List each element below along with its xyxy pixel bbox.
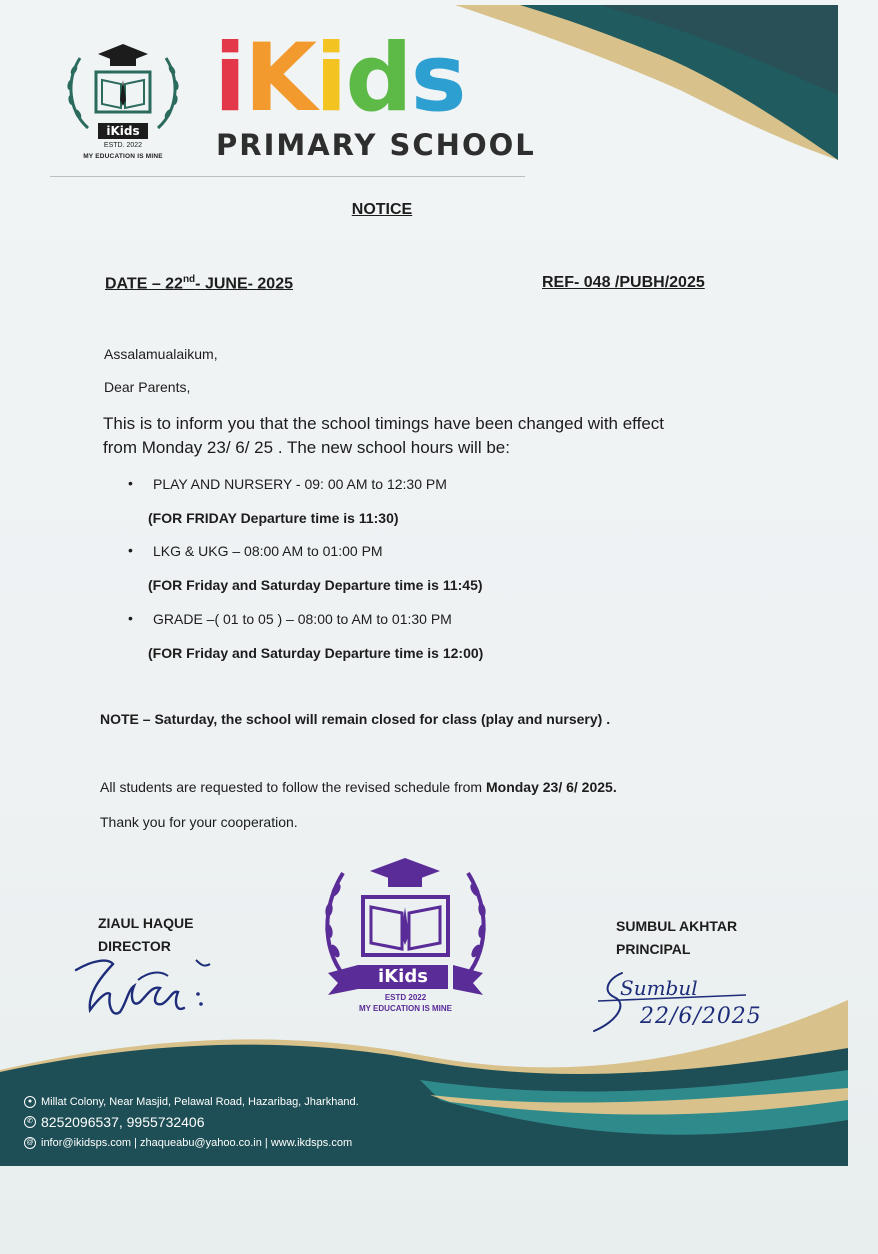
principal-name: SUMBUL AKHTAR: [616, 918, 738, 934]
school-emblem-logo: [58, 40, 188, 175]
schedule-item-text: GRADE –( 01 to 05 ) – 08:00 to AM to 01:30 PM: [153, 611, 452, 627]
notice-title: NOTICE: [351, 201, 413, 218]
director-title: DIRECTOR: [98, 938, 171, 954]
schedule-item-text: LKG & UKG – 08:00 AM to 01:00 PM: [153, 543, 383, 559]
stamp-estd-text: ESTD 2022: [384, 993, 427, 1002]
greeting: Assalamualaikum,: [104, 346, 218, 362]
footer-address-text: Millat Colony, Near Masjid, Pelawal Road, Hazaribag, Jharkhand.: [41, 1096, 359, 1108]
schedule-item-note: (FOR Friday and Saturday Departure time is 11:45): [148, 577, 483, 593]
emblem-estd-text: ESTD. 2022: [103, 142, 143, 149]
footer-emails: [24, 1137, 352, 1149]
salutation: Dear Parents,: [104, 379, 191, 395]
header-divider: [50, 176, 525, 177]
emblem-ribbon-text: iKids: [98, 123, 148, 139]
schedule-item-text: PLAY AND NURSERY - 09: 00 AM to 12:30 PM: [153, 476, 447, 492]
footer-emails-text: infor@ikidsps.com | zhaqueabu@yahoo.co.in | www.ikdsps.com: [41, 1137, 353, 1149]
principal-sign-date: 22/6/2025: [640, 1004, 762, 1029]
brand-wordmark: [214, 24, 534, 134]
intro-line-1: This is to inform you that the school timings have been changed with effect: [103, 414, 664, 433]
schedule-item-note: (FOR Friday and Saturday Departure time is 12:00): [148, 645, 484, 661]
closing-line: [100, 779, 617, 795]
closing-date: Monday 23/ 6/ 2025.: [485, 779, 617, 795]
footer-phones: [24, 1114, 205, 1130]
director-handwritten-signature: [68, 950, 218, 1030]
emblem-motto-text: MY EDUCATION IS MINE: [83, 153, 163, 160]
school-stamp: [318, 855, 493, 1030]
principal-signature-text: Sumbul: [620, 976, 698, 1000]
notice-date: [105, 274, 293, 293]
brand-letter-4: d: [345, 24, 411, 133]
schedule-item-note: (FOR FRIDAY Departure time is 11:30): [148, 510, 399, 526]
location-pin-icon: ●: [24, 1096, 36, 1108]
principal-title: PRINCIPAL: [616, 941, 691, 957]
footer-phones-text: 8252096537, 9955732406: [41, 1114, 205, 1130]
date-ordinal: nd: [182, 274, 196, 285]
brand-letter-1: i: [214, 24, 245, 133]
principal-signature-block: [616, 915, 737, 961]
brand-letter-5: s: [410, 24, 465, 133]
school-name: PRIMARY SCHOOL: [216, 128, 536, 162]
stamp-ribbon-text: iKids: [358, 965, 448, 989]
notice-reference: REF- 048 /PUBH/2025: [542, 274, 705, 291]
schedule-item: [130, 543, 383, 559]
date-prefix: DATE – 22: [105, 275, 183, 293]
closing-prefix: All students are requested to follow the revised schedule from: [100, 779, 486, 795]
email-icon: @: [24, 1137, 36, 1149]
brand-letter-3: i: [315, 24, 346, 133]
schedule-item: [130, 611, 452, 627]
phone-icon: ✆: [24, 1116, 36, 1128]
footer-address: [24, 1096, 359, 1108]
saturday-note: NOTE – Saturday, the school will remain closed for class (play and nursery) .: [100, 711, 611, 727]
stamp-motto-text: MY EDUCATION IS MINE: [358, 1004, 453, 1013]
director-name: ZIAUL HAQUE: [98, 915, 194, 931]
intro-paragraph: [103, 412, 723, 460]
brand-letter-2: K: [244, 24, 316, 133]
thanks-line: Thank you for your cooperation.: [100, 814, 298, 830]
date-suffix: - JUNE- 2025: [195, 275, 293, 293]
intro-line-2: from Monday 23/ 6/ 25 . The new school hours will be:: [103, 438, 510, 457]
schedule-item: [130, 476, 447, 492]
